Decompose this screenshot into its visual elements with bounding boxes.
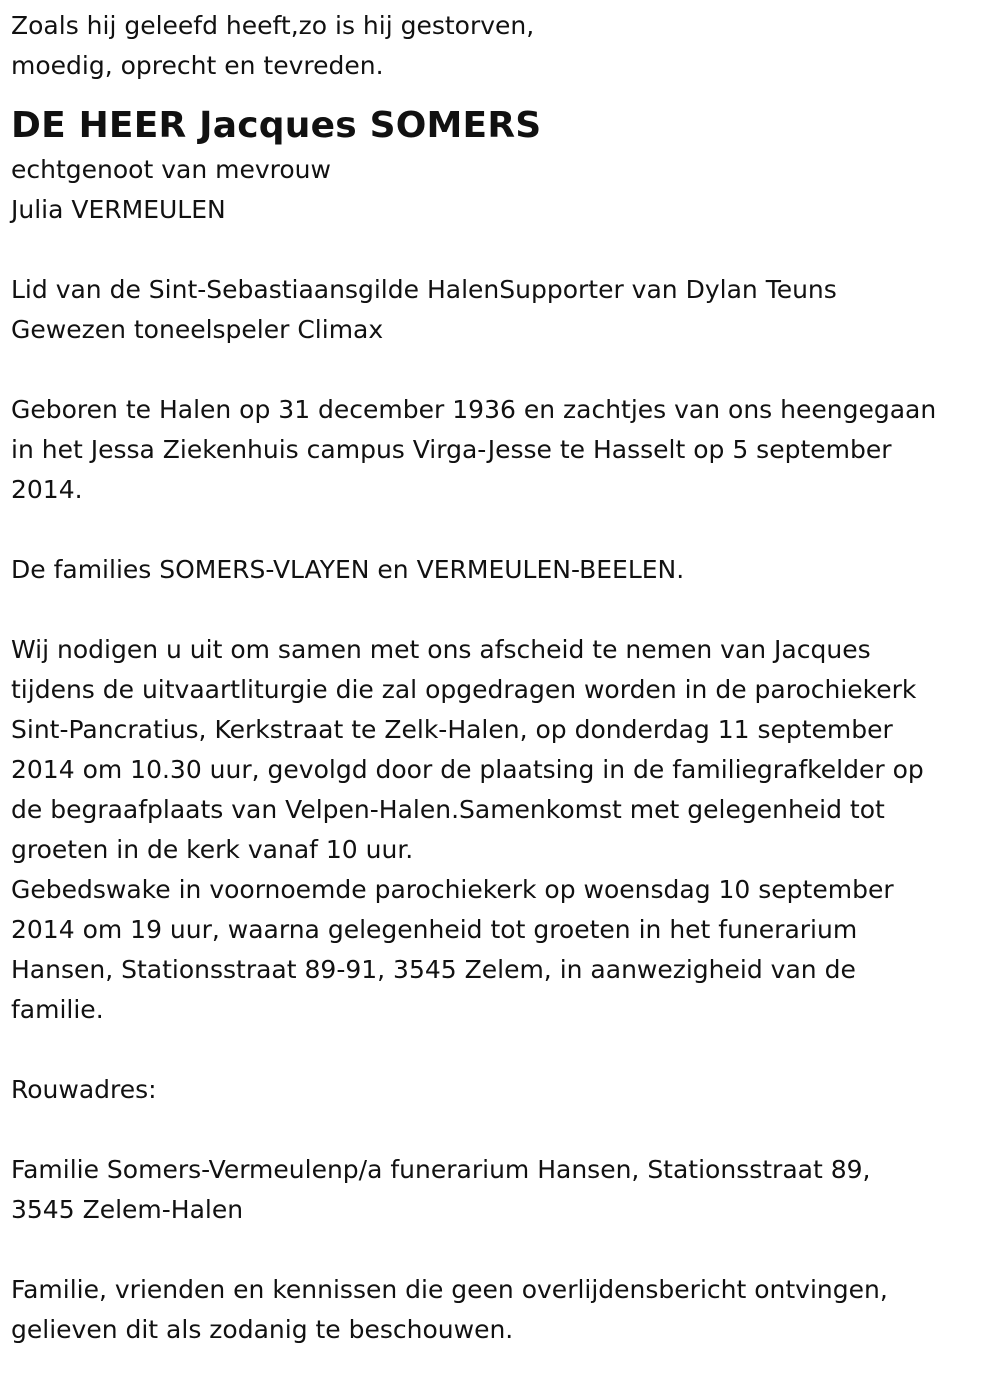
spacer xyxy=(11,1230,1000,1270)
address-label-text: Rouwadres: xyxy=(11,1075,157,1104)
spouse-line: echtgenoot van mevrouw xyxy=(11,155,331,184)
spacer xyxy=(11,230,1000,270)
service-info xyxy=(11,630,1000,1030)
affiliation-line: Gewezen toneelspeler Climax xyxy=(11,315,384,344)
birth-death-line: 2014. xyxy=(11,475,83,504)
address-line: Familie Somers-Vermeulenp/a funerarium Hansen, Stationsstraat 89, xyxy=(11,1155,871,1184)
closing-line: gelieven dit als zodanig te beschouwen. xyxy=(11,1315,514,1344)
motto-line: Zoals hij geleefd heeft,zo is hij gestorven, xyxy=(11,11,535,40)
address xyxy=(11,1150,1000,1230)
spouse-line: Julia VERMEULEN xyxy=(11,195,226,224)
service-line: groeten in de kerk vanaf 10 uur. xyxy=(11,835,414,864)
affiliations xyxy=(11,270,1000,350)
spacer xyxy=(11,590,1000,630)
spacer xyxy=(11,1030,1000,1070)
service-line: tijdens de uitvaartliturgie die zal opgedragen worden in de parochiekerk xyxy=(11,675,917,704)
address-line: 3545 Zelem-Halen xyxy=(11,1195,244,1224)
closing-note xyxy=(11,1270,1000,1350)
service-line: 2014 om 19 uur, waarna gelegenheid tot groeten in het funerarium xyxy=(11,915,858,944)
service-line: de begraafplaats van Velpen-Halen.Samenkomst met gelegenheid tot xyxy=(11,795,885,824)
birth-death-info xyxy=(11,390,1000,510)
service-line: Sint-Pancratius, Kerkstraat te Zelk-Halen, op donderdag 11 september xyxy=(11,715,893,744)
spacer xyxy=(11,350,1000,390)
birth-death-line: in het Jessa Ziekenhuis campus Virga-Jesse te Hasselt op 5 september xyxy=(11,435,892,464)
closing-line: Familie, vrienden en kennissen die geen overlijdensbericht ontvingen, xyxy=(11,1275,888,1304)
motto xyxy=(11,6,1000,86)
spacer xyxy=(11,1110,1000,1150)
service-line: Wij nodigen u uit om samen met ons afscheid te nemen van Jacques xyxy=(11,635,871,664)
families xyxy=(11,550,1000,590)
families-line: De families SOMERS-VLAYEN en VERMEULEN-BEELEN. xyxy=(11,555,685,584)
service-line: 2014 om 10.30 uur, gevolgd door de plaatsing in de familiegrafkelder op xyxy=(11,755,924,784)
affiliation-line: Lid van de Sint-Sebastiaansgilde HalenSupporter van Dylan Teuns xyxy=(11,275,837,304)
spouse xyxy=(11,150,1000,230)
birth-death-line: Geboren te Halen op 31 december 1936 en zachtjes van ons heengegaan xyxy=(11,395,937,424)
service-line: Hansen, Stationsstraat 89-91, 3545 Zelem, in aanwezigheid van de xyxy=(11,955,856,984)
service-line: familie. xyxy=(11,995,104,1024)
deceased-name: DE HEER Jacques SOMERS xyxy=(11,105,542,146)
motto-line: moedig, oprecht en tevreden. xyxy=(11,51,384,80)
service-line: Gebedswake in voornoemde parochiekerk op woensdag 10 september xyxy=(11,875,894,904)
address-label xyxy=(11,1070,1000,1110)
spacer xyxy=(11,510,1000,550)
